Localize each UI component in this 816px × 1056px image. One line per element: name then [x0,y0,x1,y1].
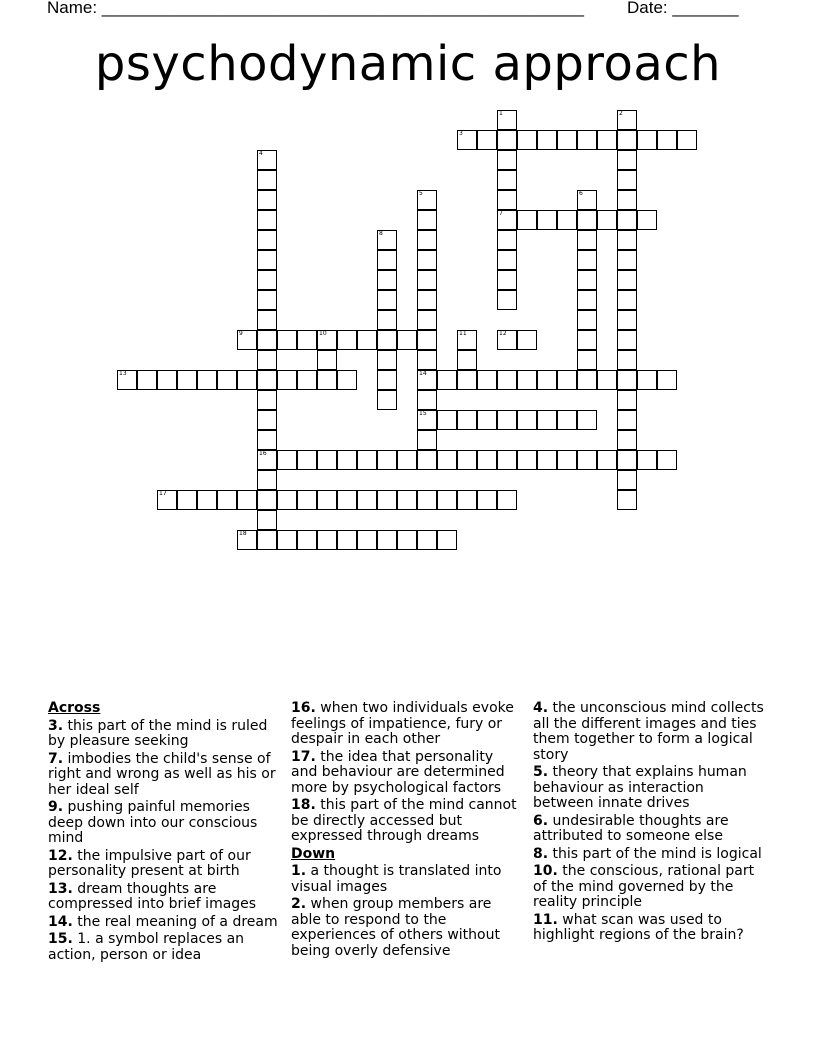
grid-cell[interactable] [577,350,597,370]
grid-cell[interactable] [617,330,637,350]
grid-cell[interactable] [577,130,597,150]
grid-cell[interactable] [257,330,277,350]
grid-cell[interactable] [497,230,517,250]
grid-cell[interactable] [557,410,577,430]
grid-cell[interactable] [437,530,457,550]
grid-cell[interactable] [257,390,277,410]
grid-cell[interactable] [197,490,217,510]
clue-item [48,800,280,847]
clue-number: 18 [239,530,247,537]
clue-number: 2 [619,110,623,117]
grid-cell[interactable] [377,350,397,370]
clue-item-number: 4. [533,700,549,716]
grid-cell[interactable] [417,250,437,270]
grid-cell[interactable] [537,370,557,390]
grid-cell[interactable] [637,370,657,390]
clue-item-number: 7. [48,750,64,767]
name-field[interactable]: Name: ___________________________________________________ [47,0,584,17]
clue-item [48,932,280,963]
grid-cell[interactable] [317,370,337,390]
grid-cell[interactable] [337,450,357,470]
grid-cell[interactable] [617,190,637,210]
grid-cell[interactable] [577,310,597,330]
clue-item-text: when group members are able to respond to the experiences of others without being overly defensive [291,896,500,959]
grid-cell[interactable] [417,350,437,370]
grid-cell[interactable] [497,110,517,130]
grid-cell[interactable] [357,330,377,350]
grid-cell[interactable] [457,130,477,150]
clue-item-number: 9. [48,799,64,815]
grid-cell[interactable] [477,450,497,470]
grid-cell[interactable] [517,210,537,230]
grid-cell[interactable] [617,390,637,410]
date-field[interactable]: Date: _______ [627,0,739,17]
clue-number: 10 [319,330,327,337]
grid-cell[interactable] [557,130,577,150]
grid-cell[interactable] [597,210,617,230]
grid-cell[interactable] [417,310,437,330]
grid-cell[interactable] [617,250,637,270]
clue-item [291,864,523,895]
grid-cell[interactable] [417,190,437,210]
grid-cell[interactable] [377,370,397,390]
grid-cell[interactable] [237,530,257,550]
clue-item-number: 17. [291,748,316,765]
grid-cell[interactable] [257,290,277,310]
grid-cell[interactable] [497,130,517,150]
grid-cell[interactable] [577,210,597,230]
grid-cell[interactable] [477,130,497,150]
grid-cell[interactable] [237,490,257,510]
clue-item-number: 12. [48,847,73,864]
grid-cell[interactable] [337,490,357,510]
clue-item-text: undesirable thoughts are attributed to someone else [533,812,729,844]
grid-cell[interactable] [477,370,497,390]
grid-cell[interactable] [437,370,457,390]
grid-cell[interactable] [437,410,457,430]
grid-cell[interactable] [637,450,657,470]
clue-section-heading: Across [48,700,101,716]
clue-item-number: 2. [291,896,307,912]
grid-cell[interactable] [637,130,657,150]
grid-cell[interactable] [517,130,537,150]
grid-cell[interactable] [377,290,397,310]
grid-cell[interactable] [577,230,597,250]
grid-cell[interactable] [377,530,397,550]
clue-item [48,849,280,880]
clue-number: 7 [499,210,503,217]
grid-cell[interactable] [577,190,597,210]
grid-cell[interactable] [277,490,297,510]
grid-cell[interactable] [397,490,417,510]
clue-item-number: 5. [533,764,549,780]
grid-cell[interactable] [497,450,517,470]
grid-cell[interactable] [257,510,277,530]
grid-cell[interactable] [377,450,397,470]
grid-cell[interactable] [517,410,537,430]
grid-cell[interactable] [257,250,277,270]
clue-item-number: 6. [533,812,549,829]
grid-cell[interactable] [677,130,697,150]
grid-cell[interactable] [557,210,577,230]
clue-number: 9 [239,330,243,337]
clue-item-text: imbodies the child's sense of right and wrong as well as his or her ideal self [48,750,276,798]
grid-cell[interactable] [337,530,357,550]
grid-cell[interactable] [577,270,597,290]
grid-cell[interactable] [617,270,637,290]
clue-item [48,719,280,750]
grid-cell[interactable] [497,250,517,270]
grid-cell[interactable] [517,370,537,390]
grid-cell[interactable] [397,330,417,350]
clue-item [291,897,523,959]
clue-item-text: theory that explains human behaviour as interaction between innate drives [533,764,747,811]
clue-number: 15 [419,410,427,417]
grid-cell[interactable] [537,130,557,150]
grid-cell[interactable] [257,470,277,490]
grid-cell[interactable] [297,450,317,470]
clue-item-number: 11. [533,911,558,928]
grid-cell[interactable] [517,450,537,470]
grid-cell[interactable] [417,230,437,250]
grid-cell[interactable] [497,190,517,210]
grid-cell[interactable] [437,450,457,470]
grid-cell[interactable] [417,370,437,390]
grid-cell[interactable] [617,470,637,490]
grid-cell[interactable] [257,270,277,290]
grid-cell[interactable] [497,210,517,230]
grid-cell[interactable] [457,330,477,350]
grid-cell[interactable] [417,390,437,410]
grid-cell[interactable] [537,450,557,470]
grid-cell[interactable] [277,530,297,550]
grid-cell[interactable] [497,410,517,430]
grid-cell[interactable] [417,270,437,290]
grid-cell[interactable] [537,210,557,230]
clue-item-text: the unconscious mind collects all the different images and ties them together to form a logical story [533,700,764,763]
clue-number: 8 [379,230,383,237]
grid-cell[interactable] [257,490,277,510]
grid-cell[interactable] [457,450,477,470]
clue-number: 14 [419,370,427,377]
clue-item-number: 15. [48,931,73,947]
clue-item [48,882,280,913]
grid-cell[interactable] [257,530,277,550]
grid-cell[interactable] [157,490,177,510]
clue-item [291,798,523,845]
clue-number: 16 [259,450,267,457]
grid-cell[interactable] [257,370,277,390]
grid-cell[interactable] [417,210,437,230]
grid-cell[interactable] [417,490,437,510]
grid-cell[interactable] [257,310,277,330]
clue-item-text: dream thoughts are compressed into brief images [48,880,257,912]
clue-item-text: what scan was used to highlight regions of the brain? [533,911,744,943]
grid-cell[interactable] [557,450,577,470]
grid-cell[interactable] [437,490,457,510]
grid-cell[interactable] [177,490,197,510]
grid-cell[interactable] [217,370,237,390]
grid-cell[interactable] [617,290,637,310]
clue-item-number: 14. [48,913,73,930]
clue-item-text: this part of the mind is ruled by pleasure seeking [48,717,268,749]
grid-cell[interactable] [617,310,637,330]
grid-cell[interactable] [417,290,437,310]
grid-cell[interactable] [217,490,237,510]
clues-column-2 [291,701,523,961]
clue-item [291,750,523,797]
grid-cell[interactable] [497,170,517,190]
grid-cell[interactable] [257,170,277,190]
grid-cell[interactable] [617,230,637,250]
clues-column-1 [48,701,280,965]
grid-cell[interactable] [597,130,617,150]
grid-cell[interactable] [317,530,337,550]
grid-cell[interactable] [617,490,637,510]
grid-cell[interactable] [277,330,297,350]
clues-column-3 [533,701,765,946]
clue-number: 12 [499,330,507,337]
clue-item [48,752,280,799]
grid-cell[interactable] [517,330,537,350]
grid-cell[interactable] [577,450,597,470]
clue-item-number: 16. [291,700,316,716]
clue-item-text: 1. a symbol replaces an action, person or idea [48,931,245,963]
grid-cell[interactable] [397,530,417,550]
clue-number: 1 [499,110,503,117]
clue-item-text: the impulsive part of our personality present at birth [48,847,251,879]
clue-number: 3 [459,130,463,137]
grid-cell[interactable] [417,530,437,550]
grid-cell[interactable] [257,350,277,370]
grid-cell[interactable] [557,370,577,390]
grid-cell[interactable] [657,370,677,390]
grid-cell[interactable] [637,210,657,230]
grid-cell[interactable] [417,450,437,470]
clue-item-text: this part of the mind cannot be directly accessed but expressed through dreams [291,797,517,844]
grid-cell[interactable] [577,290,597,310]
grid-cell[interactable] [497,290,517,310]
clue-number: 5 [419,190,423,197]
grid-cell[interactable] [577,330,597,350]
grid-cell[interactable] [617,370,637,390]
grid-cell[interactable] [577,410,597,430]
grid-cell[interactable] [317,330,337,350]
clue-item-number: 1. [291,863,307,879]
grid-cell[interactable] [297,530,317,550]
grid-cell[interactable] [117,370,137,390]
grid-cell[interactable] [317,350,337,370]
grid-cell[interactable] [377,490,397,510]
grid-cell[interactable] [417,430,437,450]
grid-cell[interactable] [297,490,317,510]
grid-cell[interactable] [257,430,277,450]
grid-cell[interactable] [617,130,637,150]
grid-cell[interactable] [617,210,637,230]
clue-item [533,814,765,845]
clue-number: 17 [159,490,167,497]
grid-cell[interactable] [537,410,557,430]
grid-cell[interactable] [617,350,637,370]
grid-cell[interactable] [577,370,597,390]
clue-section-heading: Down [291,845,336,862]
grid-cell[interactable] [397,450,417,470]
grid-cell[interactable] [237,370,257,390]
grid-cell[interactable] [157,370,177,390]
clue-item [533,847,765,863]
clue-item-text: the conscious, rational part of the mind governed by the reality principle [533,863,755,910]
grid-cell[interactable] [277,370,297,390]
grid-cell[interactable] [417,330,437,350]
grid-cell[interactable] [377,250,397,270]
clue-number: 6 [579,190,583,197]
clue-item [533,701,765,763]
grid-cell[interactable] [657,130,677,150]
grid-cell[interactable] [657,450,677,470]
grid-cell[interactable] [417,410,437,430]
grid-cell[interactable] [377,390,397,410]
clue-item-text: the real meaning of a dream [72,913,278,930]
grid-cell[interactable] [457,350,477,370]
grid-cell[interactable] [497,370,517,390]
grid-cell[interactable] [457,370,477,390]
clue-item-text: this part of the mind is logical [548,845,762,862]
grid-cell[interactable] [197,370,217,390]
clue-item-number: 8. [533,845,549,862]
grid-cell[interactable] [237,330,257,350]
clue-item-number: 3. [48,717,64,734]
clue-item-number: 13. [48,880,73,897]
grid-cell[interactable] [297,370,317,390]
grid-cell[interactable] [317,450,337,470]
grid-cell[interactable] [377,270,397,290]
grid-cell[interactable] [477,490,497,510]
grid-cell[interactable] [257,190,277,210]
grid-cell[interactable] [317,490,337,510]
grid-cell[interactable] [497,330,517,350]
grid-cell[interactable] [357,530,377,550]
clue-number: 13 [119,370,127,377]
clue-item-text: a thought is translated into visual images [291,863,502,895]
grid-cell[interactable] [337,370,357,390]
grid-cell[interactable] [257,230,277,250]
grid-cell[interactable] [257,450,277,470]
page-title: psychodynamic approach [94,36,722,92]
clue-item-text: pushing painful memories deep down into our conscious mind [48,799,258,846]
clue-item-number: 18. [291,797,316,813]
grid-cell[interactable] [137,370,157,390]
grid-cell[interactable] [497,150,517,170]
grid-cell[interactable] [257,150,277,170]
clue-number: 11 [459,330,467,337]
clue-item [48,915,280,931]
clue-item [533,913,765,944]
grid-cell[interactable] [277,450,297,470]
grid-cell[interactable] [377,310,397,330]
clue-item [291,701,523,748]
grid-cell[interactable] [617,410,637,430]
grid-cell[interactable] [477,410,497,430]
grid-cell[interactable] [337,330,357,350]
grid-cell[interactable] [497,490,517,510]
clue-item [533,864,765,911]
grid-cell[interactable] [377,330,397,350]
grid-cell[interactable] [357,490,377,510]
grid-cell[interactable] [457,410,477,430]
grid-cell[interactable] [177,370,197,390]
grid-cell[interactable] [257,210,277,230]
grid-cell[interactable] [457,490,477,510]
grid-cell[interactable] [257,410,277,430]
grid-cell[interactable] [617,450,637,470]
grid-cell[interactable] [617,150,637,170]
grid-cell[interactable] [617,170,637,190]
grid-cell[interactable] [357,450,377,470]
grid-cell[interactable] [377,230,397,250]
grid-cell[interactable] [597,450,617,470]
clue-item [533,765,765,812]
grid-cell[interactable] [597,370,617,390]
clue-item-text: when two individuals evoke feelings of impatience, fury or despair in each other [291,700,514,747]
clue-number: 4 [259,150,263,157]
grid-cell[interactable] [297,330,317,350]
grid-cell[interactable] [617,110,637,130]
clue-item-text: the idea that personality and behaviour are determined more by psychological factors [291,748,505,796]
clue-item-number: 10. [533,863,558,879]
grid-cell[interactable] [617,430,637,450]
grid-cell[interactable] [497,270,517,290]
grid-cell[interactable] [577,250,597,270]
